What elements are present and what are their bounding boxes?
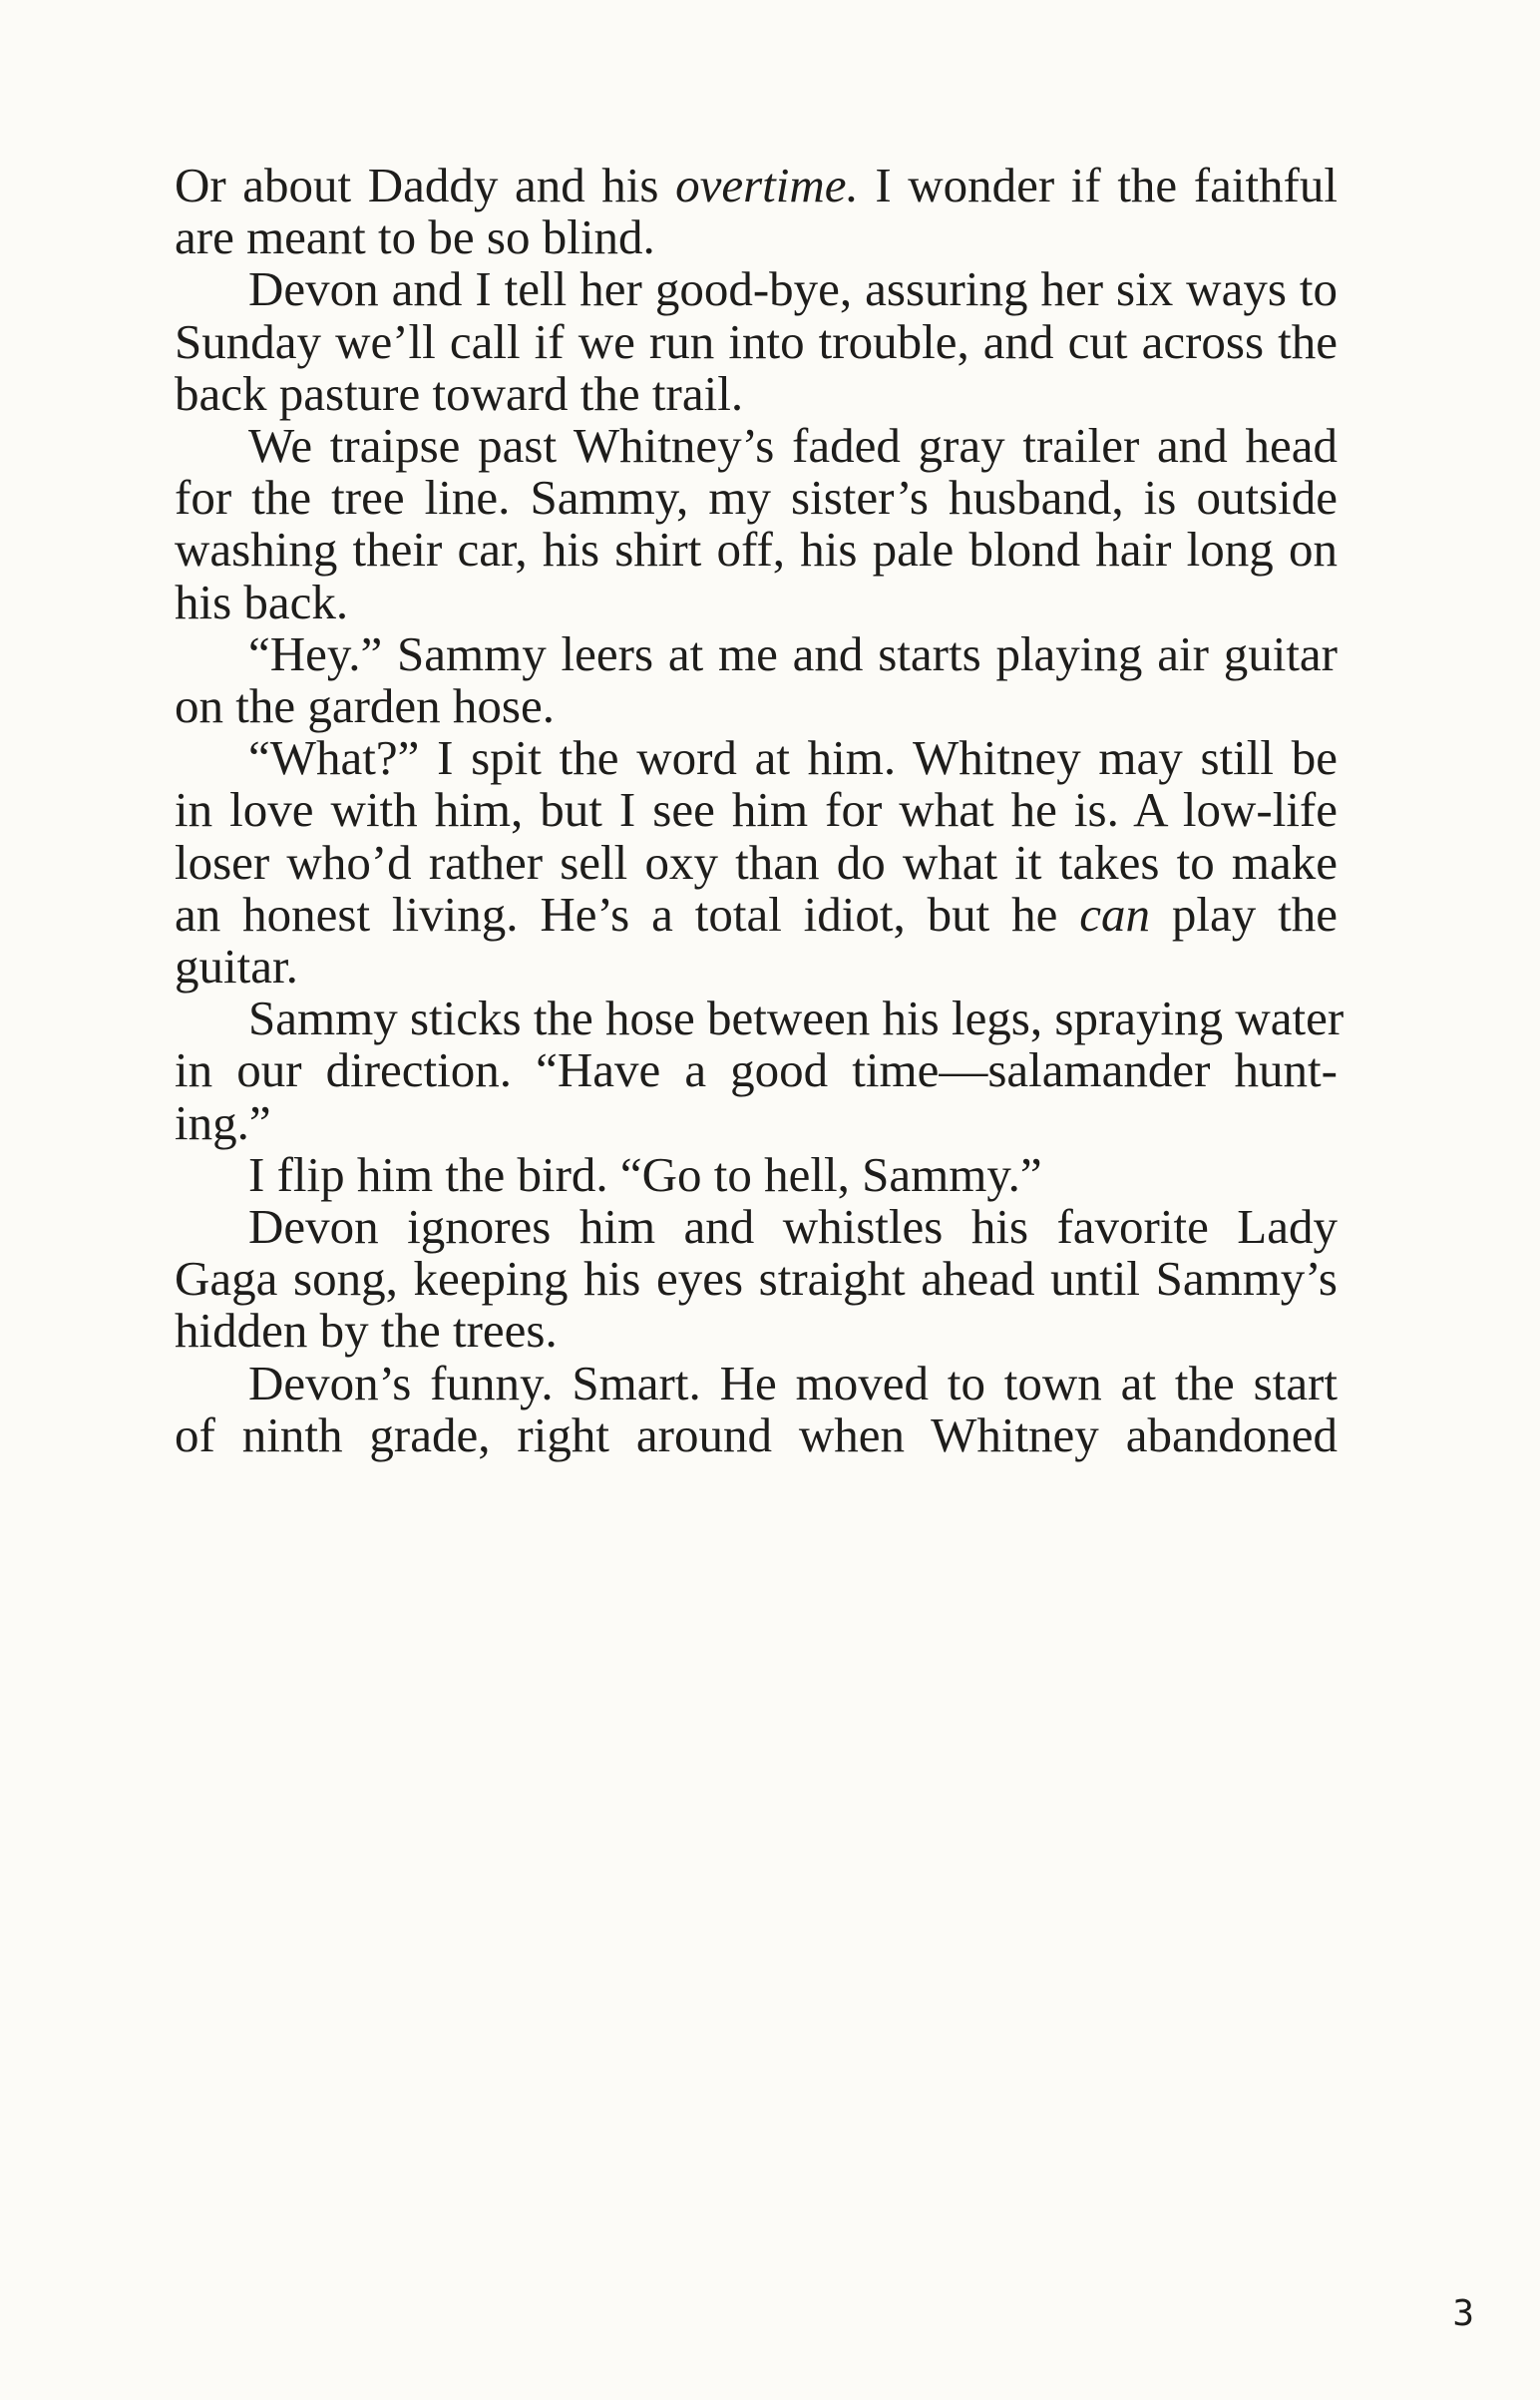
text-segment: in our direction. “Have a good time—salamander hunt- [175,1042,1338,1098]
italic-text: can [1079,886,1151,942]
text-segment: are meant to be so blind. [175,209,655,265]
text-line [175,156,1338,215]
text-segment: an honest living. He’s a total idiot, but he [175,886,1080,942]
text-line [175,312,1338,372]
text-line [175,1093,1338,1153]
text-line [175,989,1345,1048]
italic-text: overtime. [675,158,859,212]
text-segment: of ninth grade, right around when Whitney abandoned [175,1406,1338,1462]
text-line [175,885,1338,945]
text-segment: guitar. [175,939,298,994]
text-segment: Sammy sticks the hose between his legs, spraying water [248,991,1345,1046]
page-number: 3 [1452,2293,1474,2334]
text-segment: “Hey.” Sammy leers at me and starts playing air guitar [248,625,1338,681]
text-segment: for the tree line. Sammy, my sister’s husband, is outside [175,470,1338,526]
text-segment: Sunday we’ll call if we run into trouble, and cut across the [175,313,1338,369]
text-segment: Devon’s funny. Smart. He moved to town at the start [248,1355,1338,1410]
text-line [175,937,1338,997]
text-line [175,1249,1338,1309]
text-segment: play the [1150,886,1338,942]
text-line [175,833,1338,893]
text-line [175,676,1338,736]
text-segment: Or about Daddy and his [175,158,676,212]
text-line [175,207,1338,267]
text-segment: “What?” I spit the word at him. Whitney may still be [248,730,1338,786]
text-segment: on the garden hose. [175,678,555,733]
text-line [175,468,1338,528]
text-segment: I flip him the bird. “Go to hell, Sammy.” [248,1146,1042,1202]
text-line [175,573,1338,632]
text-segment: We traipse past Whitney’s faded gray trailer and head [248,418,1338,473]
text-line [175,1145,1338,1205]
text-line [175,624,1338,684]
text-segment: Devon and I tell her good-bye, assuring her six ways to [248,261,1338,317]
text-line [175,520,1338,580]
text-segment: Gaga song, keeping his eyes straight ahead until Sammy’s [175,1251,1338,1307]
text-segment: in love with him, but I see him for what he is. A low-life [175,782,1338,838]
text-line [175,728,1338,788]
text-line [175,1405,1338,1465]
text-line [175,1040,1338,1100]
text-line [175,259,1338,319]
text-segment: hidden by the trees. [175,1303,558,1359]
text-line [175,1354,1338,1413]
text-segment: I wonder if the faithful [858,158,1338,212]
text-line [175,1197,1338,1257]
text-line [175,1301,1338,1361]
text-line [175,416,1338,476]
text-segment: back pasture toward the trail. [175,365,744,421]
text-line [175,780,1338,840]
text-segment: Devon ignores him and whistles his favorite Lady [248,1199,1338,1254]
text-line [175,364,1338,424]
text-segment: loser who’d rather sell oxy than do what it takes to make [175,834,1338,890]
text-segment: his back. [175,574,349,629]
text-segment: ing.” [175,1094,271,1150]
text-segment: washing their car, his shirt off, his pale blond hair long on [175,522,1338,578]
